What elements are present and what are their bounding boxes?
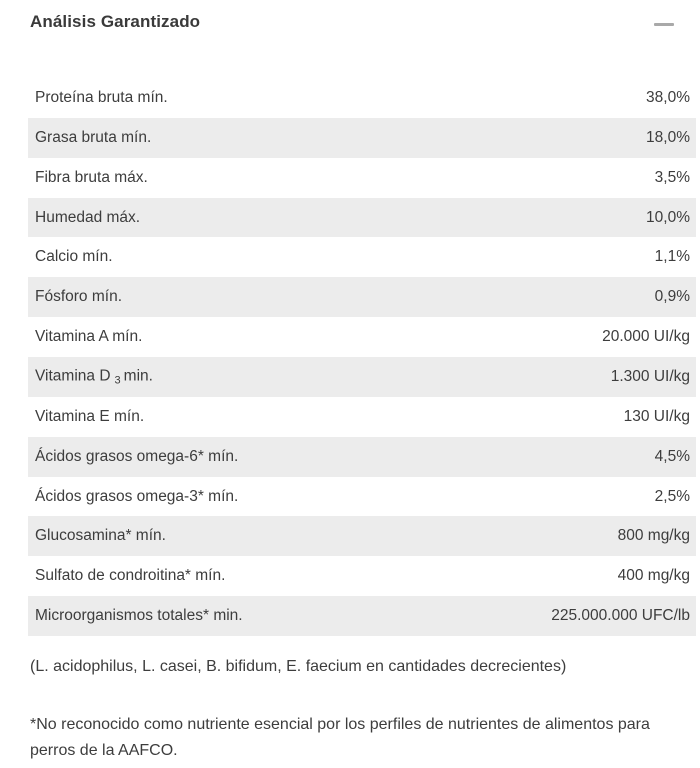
row-label: Microorganismos totales* min. xyxy=(35,607,243,625)
row-label: Proteína bruta mín. xyxy=(35,88,168,106)
row-value: 38,0% xyxy=(646,88,690,106)
minus-icon xyxy=(654,23,674,26)
row-value: 3,5% xyxy=(654,168,690,186)
table-row xyxy=(28,277,696,317)
accordion-header[interactable] xyxy=(30,12,678,38)
row-value: 1,1% xyxy=(654,248,690,266)
probiotic-strains-note: (L. acidophilus, L. casei, B. bifidum, E. faecium en cantidades decrecientes) xyxy=(30,658,567,675)
table-row xyxy=(28,397,696,437)
row-value: 800 mg/kg xyxy=(617,527,690,545)
row-value: 225.000.000 UFC/lb xyxy=(551,607,690,625)
row-label-subscript: 3 xyxy=(114,374,121,387)
row-value: 130 UI/kg xyxy=(623,407,690,425)
row-value: 10,0% xyxy=(646,208,690,226)
row-value: 2,5% xyxy=(654,487,690,505)
row-label: Vitamina E mín. xyxy=(35,407,145,425)
table-row xyxy=(28,158,696,198)
row-label: Vitamina A mín. xyxy=(35,328,143,346)
table-row xyxy=(28,78,696,118)
row-label: Grasa bruta mín. xyxy=(35,128,152,146)
row-label: Glucosamina* mín. xyxy=(35,527,166,545)
table-row xyxy=(28,357,696,397)
row-value: 18,0% xyxy=(646,128,690,146)
row-label: Sulfato de condroitina* mín. xyxy=(35,567,226,585)
table-row xyxy=(28,198,696,238)
table-row xyxy=(28,317,696,357)
aafco-footnote: *No reconocido como nutriente esencial por los perfiles de nutrientes de alimentos para perros de la AAFCO. xyxy=(30,716,650,759)
table-row xyxy=(28,118,696,158)
collapse-toggle-button[interactable] xyxy=(652,12,678,38)
row-label: Humedad máx. xyxy=(35,208,141,226)
row-value: 400 mg/kg xyxy=(617,567,690,585)
row-value: 20.000 UI/kg xyxy=(602,328,690,346)
table-row xyxy=(28,477,696,517)
table-row xyxy=(28,556,696,596)
table-row xyxy=(28,437,696,477)
table-row xyxy=(28,237,696,277)
row-value: 1.300 UI/kg xyxy=(610,367,690,385)
row-value: 4,5% xyxy=(654,447,690,465)
row-value: 0,9% xyxy=(654,288,690,306)
row-label: Fósforo mín. xyxy=(35,288,122,306)
table-row xyxy=(28,516,696,556)
row-label: Fibra bruta máx. xyxy=(35,168,148,186)
section-title: Análisis Garantizado xyxy=(30,12,201,31)
row-label xyxy=(35,367,153,386)
guaranteed-analysis-table xyxy=(28,78,696,636)
row-label-prefix: Vitamina D xyxy=(35,367,111,385)
row-label-suffix: min. xyxy=(123,367,153,385)
row-label: Ácidos grasos omega-3* mín. xyxy=(35,487,239,505)
row-label: Calcio mín. xyxy=(35,248,113,266)
table-row xyxy=(28,596,696,636)
row-label: Ácidos grasos omega-6* mín. xyxy=(35,447,239,465)
